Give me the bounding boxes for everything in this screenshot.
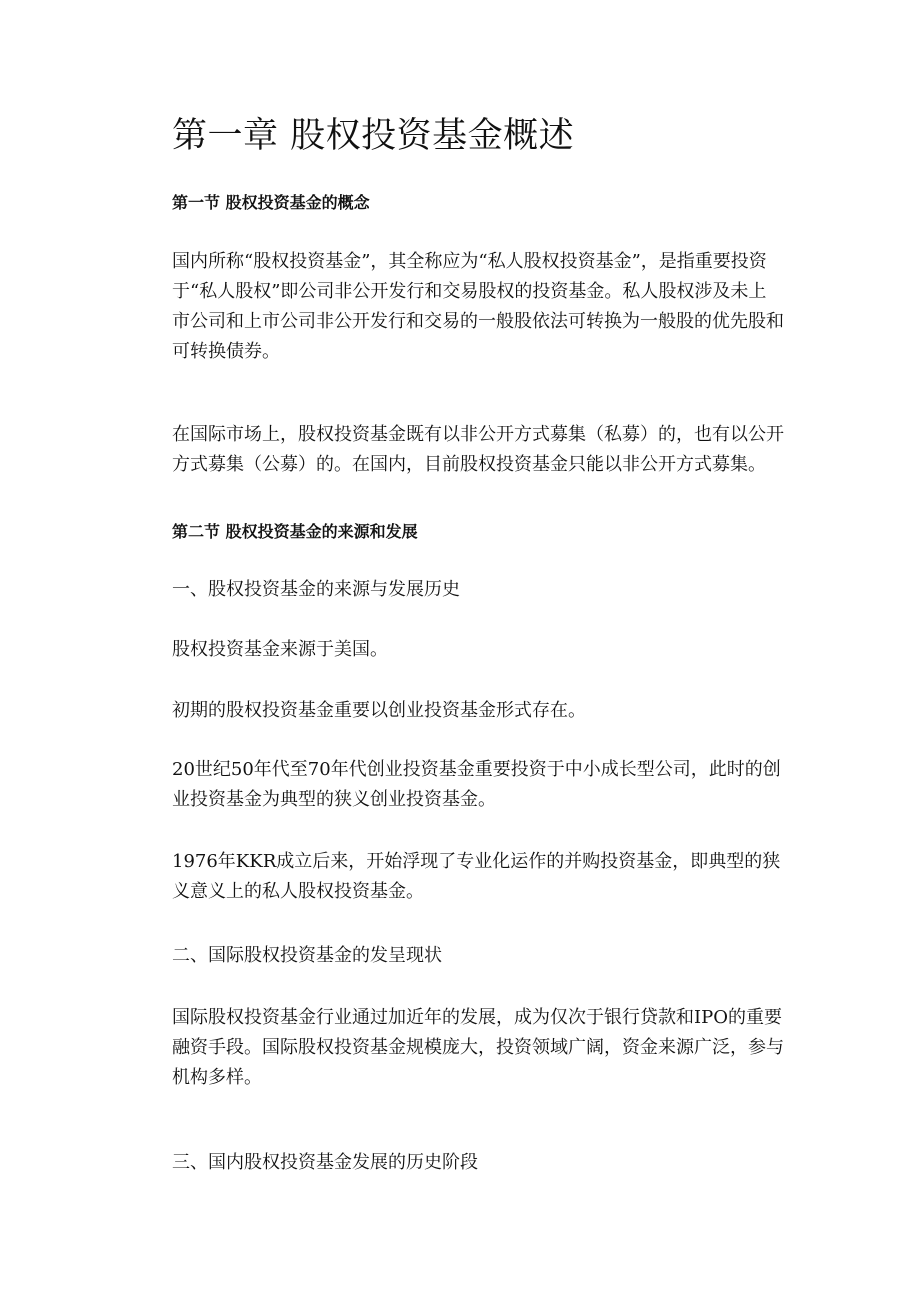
subheading-international-status: 二、国际股权投资基金的发呈现状 xyxy=(172,945,442,966)
subheading-history: 一、股权投资基金的来源与发展历史 xyxy=(172,579,460,600)
paragraph-1950s-1970s: 20世纪50年代至70年代创业投资基金重要投资于中小成长型公司，此时的创业投资基金为典型的狭义创业投资基金。 xyxy=(172,759,781,810)
paragraph-origin-us: 股权投资基金来源于美国。 xyxy=(172,639,388,660)
section-title-origin: 第二节 股权投资基金的来源和发展 xyxy=(172,522,418,541)
section-title-concept: 第一节 股权投资基金的概念 xyxy=(172,193,370,212)
paragraph-early-form: 初期的股权投资基金重要以创业投资基金形式存在。 xyxy=(172,700,586,721)
paragraph-international-status: 国际股权投资基金行业通过加近年的发展，成为仅次于银行贷款和IPO的重要融资手段。国际股权投资基金规模庞大，投资领域广阔，资金来源广泛，参与机构多样。 xyxy=(172,1007,784,1088)
document-content xyxy=(172,112,784,1173)
paragraph-fundraising: 在国际市场上，股权投资基金既有以非公开方式募集（私募）的，也有以公开方式募集（公募）的。在国内，目前股权投资基金只能以非公开方式募集。 xyxy=(172,424,784,475)
chapter-title: 第一章 股权投资基金概述 xyxy=(172,116,575,156)
subheading-domestic-stages: 三、国内股权投资基金发展的历史阶段 xyxy=(172,1152,478,1173)
paragraph-kkr-1976: 1976年KKR成立后来，开始浮现了专业化运作的并购投资基金，即典型的狭义意义上的私人股权投资基金。 xyxy=(172,851,781,902)
paragraph-definition: 国内所称“股权投资基金”，其全称应为“私人股权投资基金”，是指重要投资于“私人股权”即公司非公开发行和交易股权的投资基金。私人股权涉及未上市公司和上市公司非公开发行和交易的一般股依法可转换为一般股的优先股和可转换债券。 xyxy=(172,251,784,362)
